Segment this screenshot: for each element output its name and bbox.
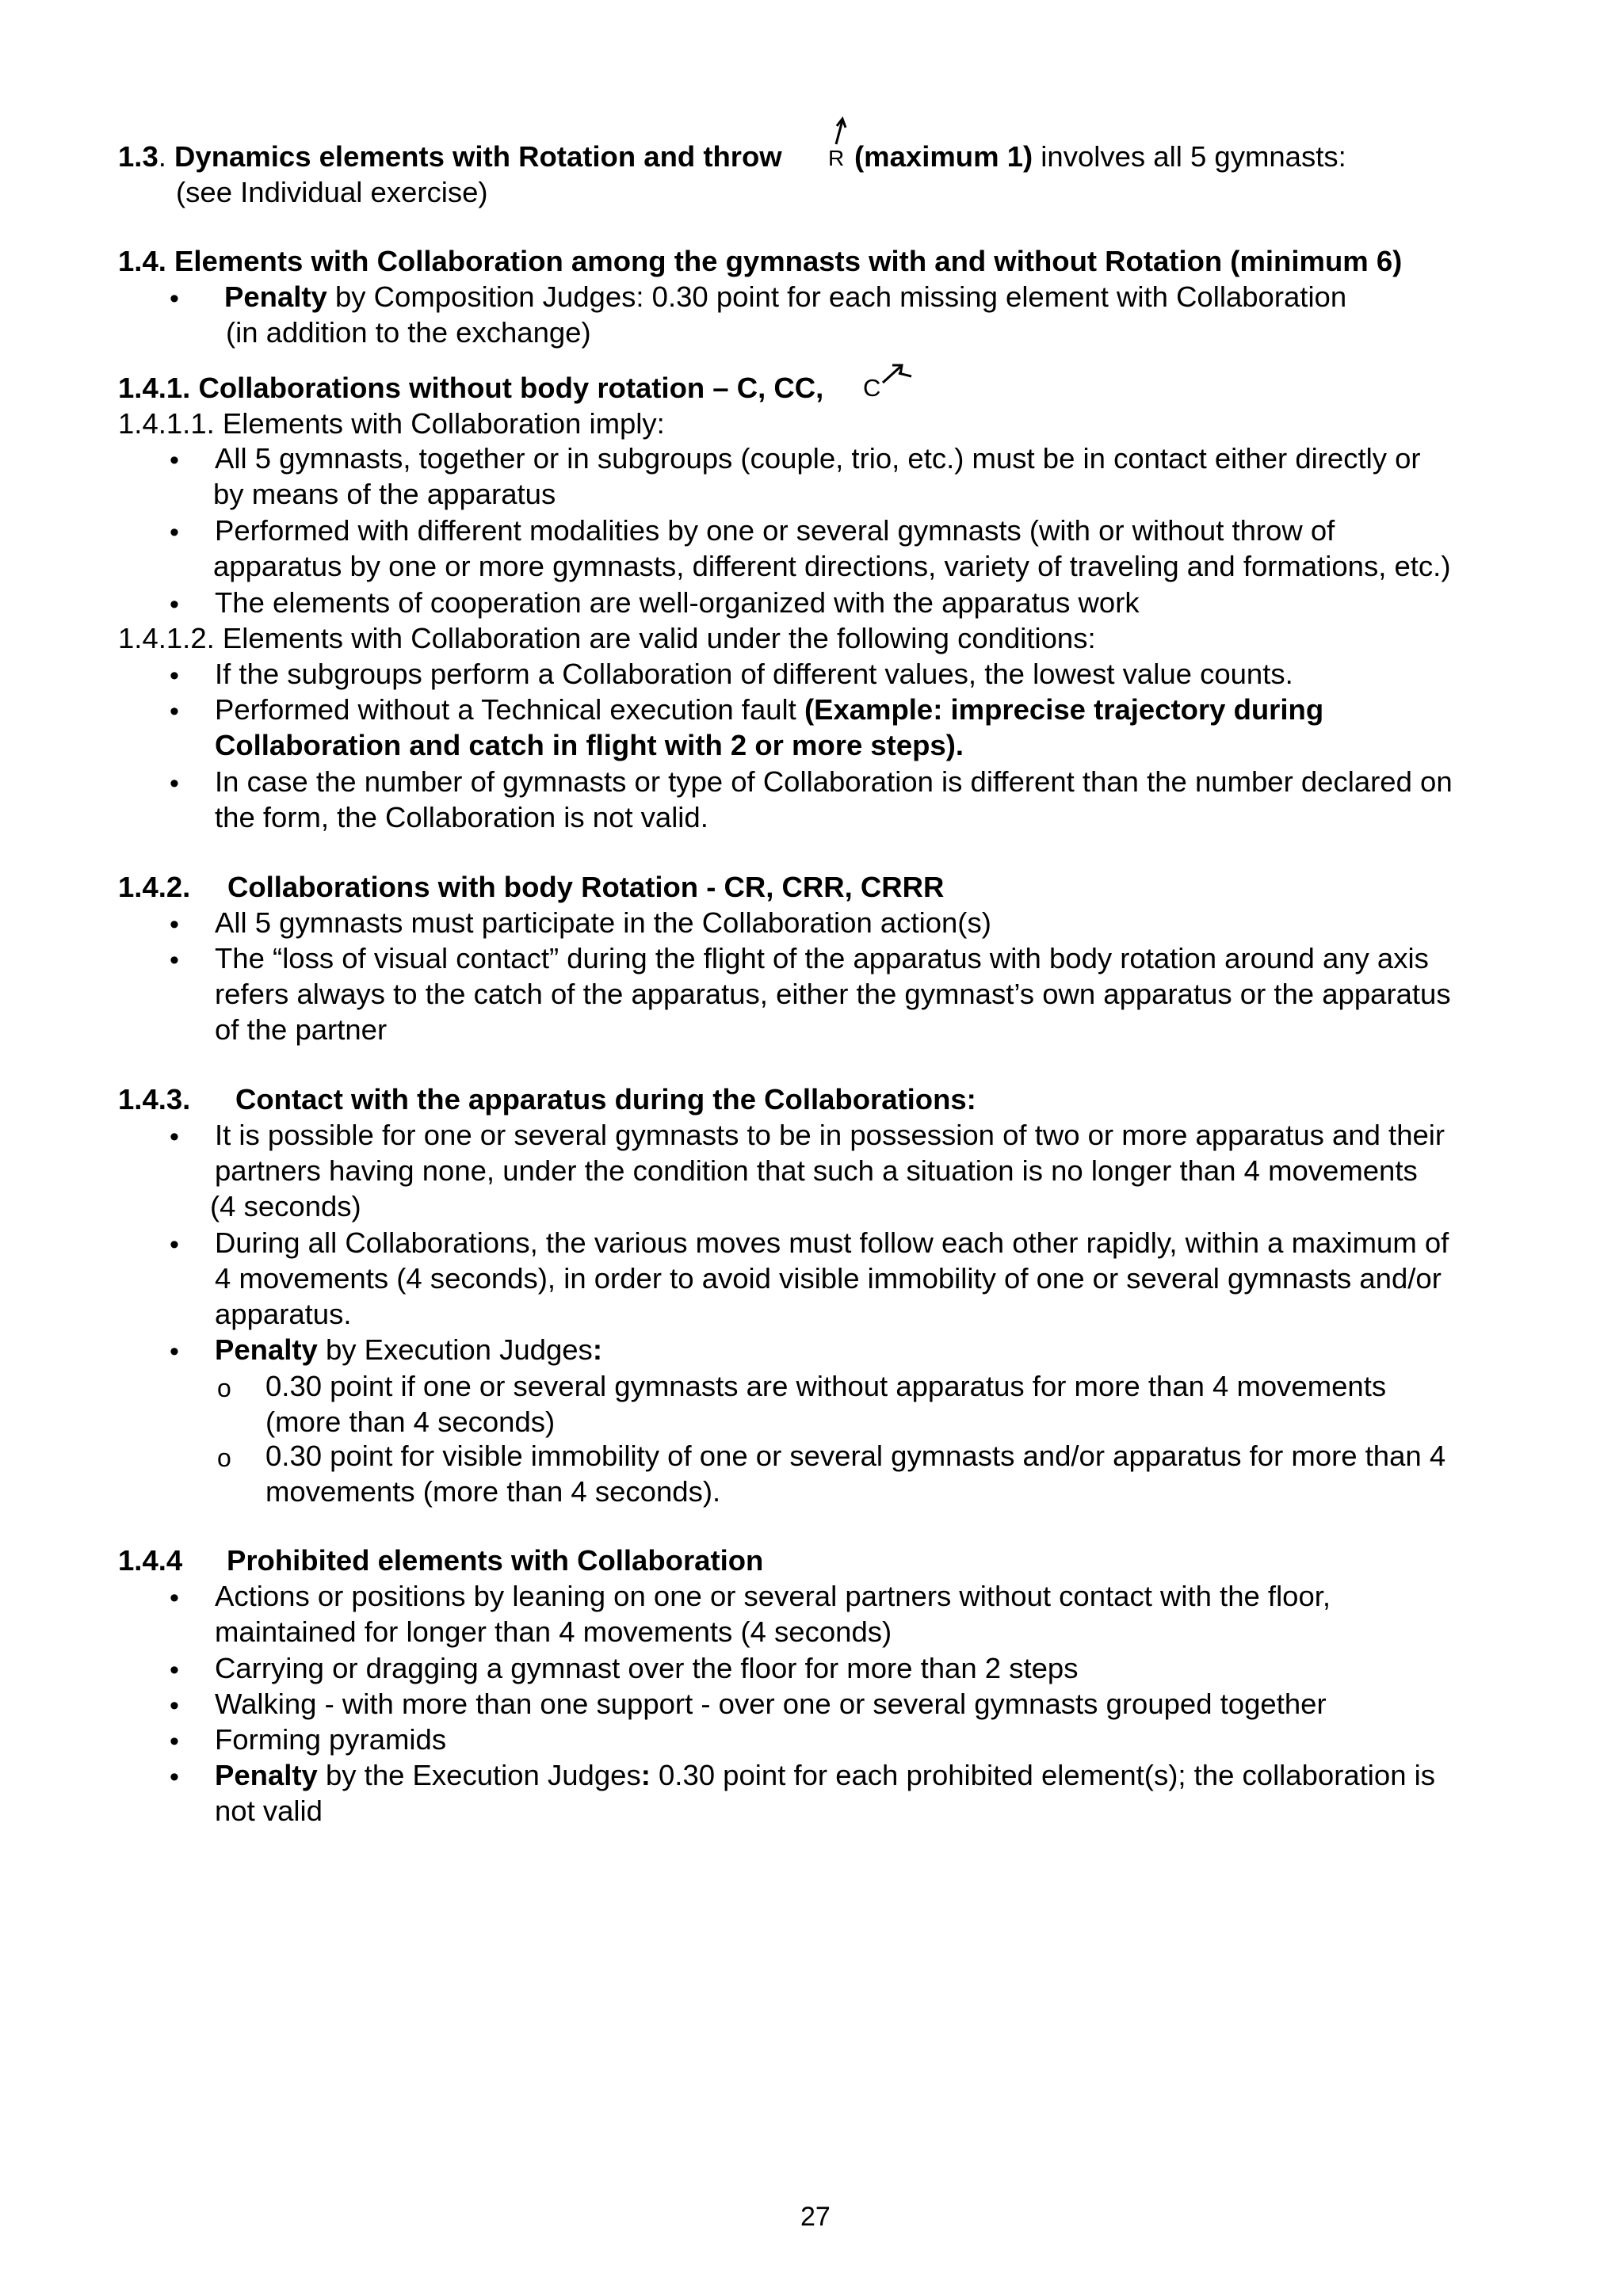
list-item-text: refers always to the catch of the apparatus, either the gymnast’s own apparatus or the apparatus xyxy=(215,978,1451,1010)
sub-list-item-text: 0.30 point if one or several gymnasts are without apparatus for more than 4 movements xyxy=(265,1370,1387,1402)
page-number: 27 xyxy=(800,2202,831,2232)
list-item-text: All 5 gymnasts, together or in subgroups (couple, trio, etc.) must be in contact either directly or xyxy=(215,442,1421,475)
section-1-4-4-penalty: Penalty by the Execution Judges: 0.30 point for each prohibited element(s); the collaboration is xyxy=(215,1759,1435,1791)
section-1-3-heading: 1.3. Dynamics elements with Rotation and throw xyxy=(118,140,782,173)
list-item-text: Performed without a Technical execution fault (Example: imprecise trajectory during xyxy=(215,693,1324,726)
bullet-marker: • xyxy=(170,445,179,475)
bullet-marker: • xyxy=(170,945,179,975)
section-1-4-heading: 1.4. Elements with Collaboration among the gymnasts with and without Rotation (minimum 6) xyxy=(118,245,1403,277)
list-item-text: In case the number of gymnasts or type of Collaboration is different than the number declared on xyxy=(215,765,1453,798)
bullet-marker: • xyxy=(170,1583,179,1613)
section-1-3-note: (see Individual exercise) xyxy=(176,176,488,208)
bullet-marker: • xyxy=(170,1762,179,1792)
list-item-text: partners having none, under the condition that such a situation is no longer than 4 movements xyxy=(215,1154,1418,1187)
bullet-marker: • xyxy=(170,284,179,314)
list-item-text: by means of the apparatus xyxy=(213,478,556,510)
list-item-text: Forming pyramids xyxy=(215,1723,447,1756)
sub-bullet-marker: o xyxy=(217,1444,231,1472)
bullet-marker: • xyxy=(170,589,179,620)
section-1-3-maximum: (maximum 1) involves all 5 gymnasts: xyxy=(854,140,1346,173)
section-1-4-2-number: 1.4.2. xyxy=(118,871,191,903)
sub-bullet-marker: o xyxy=(217,1374,231,1402)
bullet-marker: • xyxy=(170,661,179,691)
section-1-4-2-heading: Collaborations with body Rotation - CR, CRR, CRRR xyxy=(227,871,945,903)
section-1-4-4-heading: Prohibited elements with Collaboration xyxy=(227,1544,764,1577)
sub-list-item-text: movements (more than 4 seconds). xyxy=(265,1475,721,1508)
list-item-text: If the subgroups perform a Collaboration of different values, the lowest value counts. xyxy=(215,658,1293,690)
list-item-text: not valid xyxy=(215,1794,323,1827)
list-item-text: apparatus. xyxy=(215,1298,352,1330)
list-item-text: It is possible for one or several gymnasts to be in possession of two or more apparatus and their xyxy=(215,1119,1445,1151)
section-1-4-4-number: 1.4.4 xyxy=(118,1544,183,1577)
list-item-text: Collaboration and catch in flight with 2 or more steps). xyxy=(215,729,964,761)
collaboration-throw-symbol-icon xyxy=(880,357,916,389)
bullet-marker: • xyxy=(170,517,179,547)
list-item-text: The elements of cooperation are well-organized with the apparatus work xyxy=(215,586,1140,619)
list-item-text: Performed with different modalities by one or several gymnasts (with or without throw of xyxy=(215,514,1335,547)
section-1-4-1-heading: 1.4.1. Collaborations without body rotation – C, CC, xyxy=(118,372,824,404)
bullet-marker: • xyxy=(170,769,179,799)
list-item-text: maintained for longer than 4 movements (4 seconds) xyxy=(215,1615,892,1648)
list-item-text: (4 seconds) xyxy=(210,1190,361,1222)
list-item-text: During all Collaborations, the various moves must follow each other rapidly, within a maximum of xyxy=(215,1226,1449,1259)
list-item-text: All 5 gymnasts must participate in the Collaboration action(s) xyxy=(215,906,991,939)
list-item-text: Carrying or dragging a gymnast over the floor for more than 2 steps xyxy=(215,1652,1079,1684)
list-item-text: 4 movements (4 seconds), in order to avoid visible immobility of one or several gymnasts and/or xyxy=(215,1262,1442,1295)
section-1-4-3-number: 1.4.3. xyxy=(118,1083,191,1116)
bullet-marker: • xyxy=(170,1230,179,1260)
list-item-text: apparatus by one or more gymnasts, different directions, variety of traveling and formations, etc.) xyxy=(213,550,1451,582)
list-item-text: The “loss of visual contact” during the flight of the apparatus with body rotation around any axis xyxy=(215,942,1429,974)
section-1-4-3-heading: Contact with the apparatus during the Collaborations: xyxy=(235,1083,976,1116)
sub-list-item-text: (more than 4 seconds) xyxy=(265,1405,556,1438)
bullet-marker: • xyxy=(170,1122,179,1152)
list-item-text: Walking - with more than one support - over one or several gymnasts grouped together xyxy=(215,1688,1327,1720)
list-item-text: of the partner xyxy=(215,1013,388,1046)
bullet-marker: • xyxy=(170,1337,179,1367)
list-item-text: the form, the Collaboration is not valid. xyxy=(215,801,708,833)
bullet-marker: • xyxy=(170,696,179,727)
sub-list-item-text: 0.30 point for visible immobility of one or several gymnasts and/or apparatus for more than 4 xyxy=(265,1440,1446,1472)
section-1-4-penalty: Penalty by Composition Judges: 0.30 point for each missing element with Collaboration xyxy=(224,280,1347,313)
section-1-4-3-penalty: Penalty by Execution Judges: xyxy=(215,1333,602,1366)
section-1-4-penalty-note: (in addition to the exchange) xyxy=(226,316,591,349)
bullet-marker: • xyxy=(170,1655,179,1685)
bullet-marker: • xyxy=(170,1691,179,1721)
list-item-text: Actions or positions by leaning on one or several partners without contact with the floor, xyxy=(215,1580,1331,1612)
collaboration-symbol-letter: C xyxy=(863,374,881,402)
bullet-marker: • xyxy=(170,910,179,940)
section-1-4-1-2-heading: 1.4.1.2. Elements with Collaboration are valid under the following conditions: xyxy=(118,622,1096,654)
bullet-marker: • xyxy=(170,1726,179,1756)
rotation-symbol-letter: R xyxy=(828,146,845,170)
section-1-4-1-1-heading: 1.4.1.1. Elements with Collaboration imply: xyxy=(118,407,665,440)
